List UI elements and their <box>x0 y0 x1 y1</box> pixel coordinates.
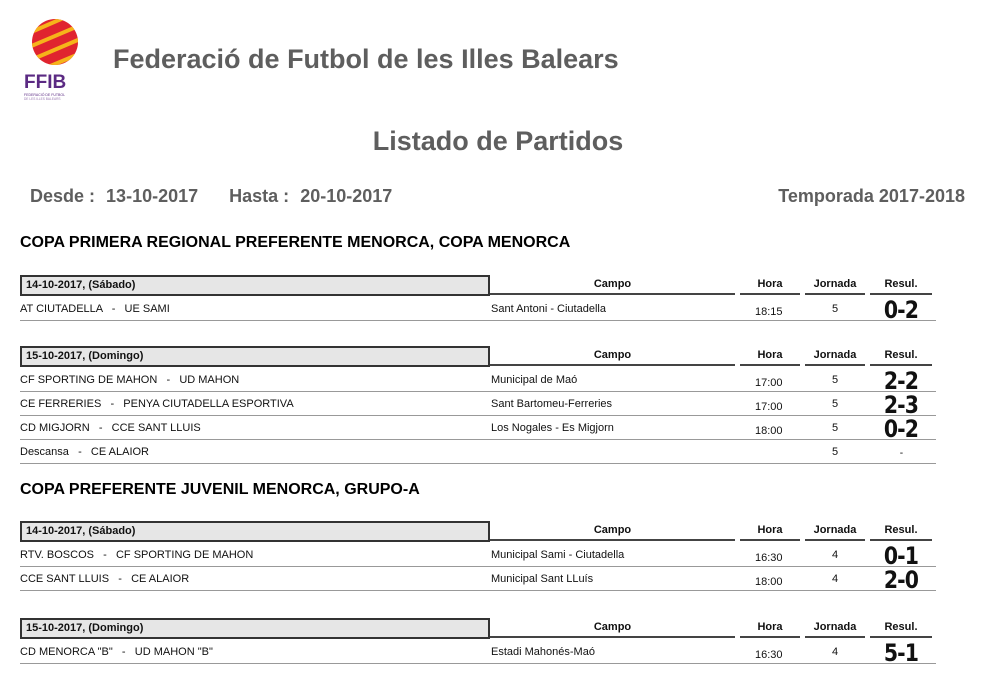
column-header-campo: Campo <box>490 275 735 295</box>
column-header-jornada: Jornada <box>805 346 865 366</box>
jornada: 5 <box>831 422 839 434</box>
away-team: PENYA CIUTADELLA ESPORTIVA <box>123 398 294 410</box>
result: 0-2 <box>883 296 919 324</box>
result: 5-1 <box>883 639 919 667</box>
table-row <box>20 391 936 419</box>
away-team: CE ALAIOR <box>90 446 149 458</box>
table-row <box>20 542 936 570</box>
separator: - <box>112 646 135 658</box>
hora: 18:00 <box>755 425 783 437</box>
section-title: COPA PREFERENTE JUVENIL MENORCA, GRUPO-A <box>20 481 420 498</box>
result: - <box>899 446 903 459</box>
campo: Los Nogales - Es Migjorn <box>491 422 614 434</box>
column-header-resultado: Resul. <box>870 346 932 366</box>
table-row <box>20 566 936 594</box>
table-row <box>20 415 936 443</box>
column-header-jornada: Jornada <box>805 618 865 638</box>
match-teams <box>20 398 294 410</box>
away-team: UE SAMI <box>124 303 170 315</box>
table-row <box>20 367 936 395</box>
group-date: 15-10-2017, (Domingo) <box>20 346 490 367</box>
result: 0-1 <box>883 542 919 570</box>
match-group <box>20 521 936 594</box>
date-range <box>30 186 398 207</box>
group-header <box>20 346 936 368</box>
jornada: 4 <box>831 549 839 561</box>
jornada: 5 <box>831 374 839 386</box>
match-teams <box>20 303 170 315</box>
svg-text:DE LES ILLES BALEARS: DE LES ILLES BALEARS <box>24 97 61 101</box>
jornada: 4 <box>831 646 839 658</box>
campo: Municipal Sami - Ciutadella <box>491 549 625 561</box>
hora: 16:30 <box>755 649 783 661</box>
table-row <box>20 296 936 324</box>
match-teams <box>20 446 149 458</box>
column-header-campo: Campo <box>490 618 735 638</box>
result: 2-2 <box>883 367 919 395</box>
home-team: AT CIUTADELLA <box>20 303 103 315</box>
match-teams <box>20 646 213 658</box>
group-date: 14-10-2017, (Sábado) <box>20 521 490 542</box>
away-team: CF SPORTING DE MAHON <box>115 549 254 561</box>
separator: - <box>102 303 125 315</box>
group-date: 15-10-2017, (Domingo) <box>20 618 490 639</box>
organization-name: Federació de Futbol de les Illes Balears <box>113 44 619 74</box>
column-header-campo: Campo <box>490 346 735 366</box>
hasta-value: 20-10-2017 <box>300 186 393 206</box>
group-header <box>20 521 936 543</box>
away-team: CCE SANT LLUIS <box>111 422 201 434</box>
separator: - <box>93 549 116 561</box>
result: 2-3 <box>883 391 919 419</box>
away-team: UD MAHON "B" <box>134 646 213 658</box>
match-teams <box>20 374 239 386</box>
match-teams <box>20 573 189 585</box>
svg-text:FEDERACIÓ DE FUTBOL: FEDERACIÓ DE FUTBOL <box>24 93 66 97</box>
jornada: 5 <box>831 303 839 315</box>
separator: - <box>101 398 124 410</box>
ffib-logo <box>22 18 88 102</box>
home-team: CD MENORCA "B" <box>20 646 113 658</box>
column-header-hora: Hora <box>740 346 800 366</box>
match-group <box>20 346 936 464</box>
separator: - <box>68 446 91 458</box>
separator: - <box>157 374 180 386</box>
campo: Estadi Mahonés-Maó <box>491 646 595 658</box>
desde-label: Desde : <box>30 186 96 206</box>
desde-value: 13-10-2017 <box>106 186 199 206</box>
hasta-label: Hasta : <box>229 186 290 206</box>
jornada: 4 <box>831 573 839 585</box>
jornada: 5 <box>831 446 839 458</box>
hora: 18:15 <box>755 306 783 318</box>
separator: - <box>89 422 112 434</box>
column-header-jornada: Jornada <box>805 521 865 541</box>
home-team: Descansa <box>20 446 69 458</box>
match-teams <box>20 422 201 434</box>
home-team: RTV. BOSCOS <box>20 549 94 561</box>
separator: - <box>109 573 132 585</box>
home-team: CCE SANT LLUIS <box>20 573 110 585</box>
match-group <box>20 275 936 324</box>
column-header-resultado: Resul. <box>870 521 932 541</box>
page-title: Listado de Partidos <box>372 126 624 156</box>
campo: Municipal de Maó <box>491 374 578 386</box>
hora: 18:00 <box>755 576 783 588</box>
table-row <box>20 440 936 464</box>
column-header-hora: Hora <box>740 521 800 541</box>
jornada: 5 <box>831 398 839 410</box>
group-header <box>20 618 936 640</box>
column-header-campo: Campo <box>490 521 735 541</box>
group-header <box>20 275 936 297</box>
column-header-jornada: Jornada <box>805 275 865 295</box>
hora: 16:30 <box>755 552 783 564</box>
table-row <box>20 639 936 667</box>
group-date: 14-10-2017, (Sábado) <box>20 275 490 296</box>
home-team: CF SPORTING DE MAHON <box>20 374 158 386</box>
column-header-hora: Hora <box>740 618 800 638</box>
column-header-resultado: Resul. <box>870 275 932 295</box>
match-teams <box>20 549 253 561</box>
hora: 17:00 <box>755 401 783 413</box>
campo: Municipal Sant LLuís <box>491 573 594 585</box>
section-title: COPA PRIMERA REGIONAL PREFERENTE MENORCA, COPA MENORCA <box>20 234 571 251</box>
home-team: CE FERRERIES <box>20 398 102 410</box>
campo: Sant Antoni - Ciutadella <box>491 303 606 315</box>
result: 2-0 <box>883 566 919 594</box>
away-team: CE ALAIOR <box>131 573 190 585</box>
home-team: CD MIGJORN <box>20 422 90 434</box>
svg-text:FFIB: FFIB <box>24 72 67 93</box>
hora: 17:00 <box>755 377 783 389</box>
match-group <box>20 618 936 667</box>
column-header-hora: Hora <box>740 275 800 295</box>
column-header-resultado: Resul. <box>870 618 932 638</box>
result: 0-2 <box>883 415 919 443</box>
away-team: UD MAHON <box>179 374 240 386</box>
campo: Sant Bartomeu-Ferreries <box>491 398 613 410</box>
season: Temporada 2017-2018 <box>778 186 965 206</box>
